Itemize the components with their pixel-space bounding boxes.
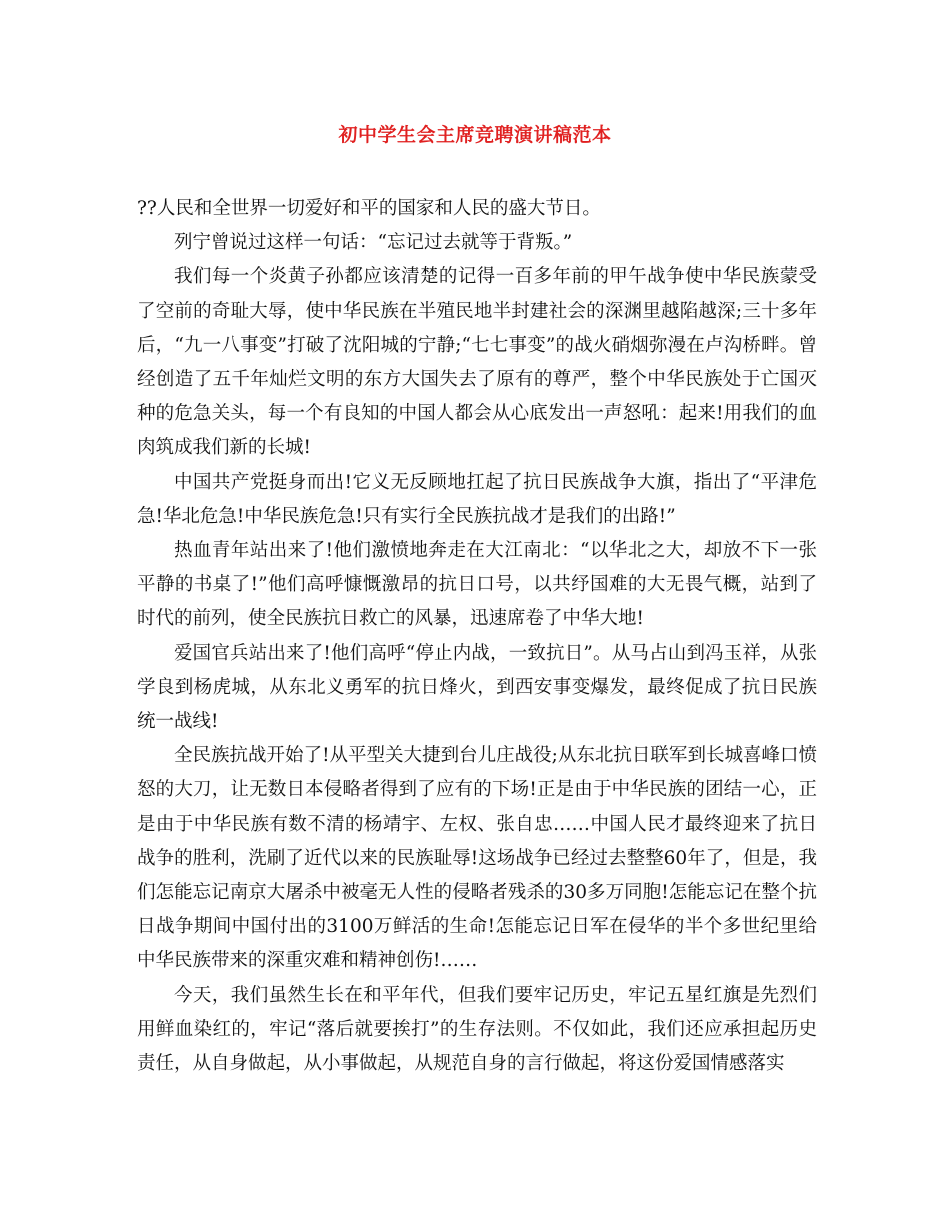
paragraph-1: ??人民和全世界一切爱好和平的国家和人民的盛大节日。 bbox=[137, 198, 601, 219]
paragraph-8: 今天，我们虽然生长在和平年代，但我们要牢记历史，牢记五星红旗是先烈们用鲜血染红的，牢记“落后就要挨打”的生存法则。不仅如此，我们还应承担起历史责任，从自身做起，从小事做起，从规范自身的言行做起，将这份爱国情感落实 bbox=[137, 984, 817, 1075]
document-title: 初中学生会主席竞聘演讲稿范本 bbox=[338, 124, 612, 146]
document-body bbox=[137, 192, 817, 1081]
paragraph-5: 热血青年站出来了!他们激愤地奔走在大江南北：“以华北之大，却放不下一张平静的书桌了!”他们高呼慷慨激昂的抗日口号，以共纾国难的大无畏气概，站到了时代的前列，使全民族抗日救亡的风暴，迅速席卷了中华大地! bbox=[137, 540, 817, 630]
paragraph-3: 我们每一个炎黄子孙都应该清楚的记得一百多年前的甲午战争使中华民族蒙受了空前的奇耻大辱，使中华民族在半殖民地半封建社会的深渊里越陷越深;三十多年后，“九一八事变”打破了沈阳城的宁静;“七七事变”的战火硝烟弥漫在卢沟桥畔。曾经创造了五千年灿烂文明的东方大国失去了原有的尊严，整个中华民族处于亡国灭种的危急关头，每一个有良知的中国人都会从心底发出一声怒吼：起来!用我们的血肉筑成我们新的长城! bbox=[137, 266, 817, 459]
paragraph-4: 中国共产党挺身而出!它义无反顾地扛起了抗日民族战争大旗，指出了“平津危急!华北危急!中华民族危急!只有实行全民族抗战才是我们的出路!” bbox=[137, 471, 817, 527]
paragraph-6: 爱国官兵站出来了!他们高呼“停止内战，一致抗日”。从马占山到冯玉祥，从张学良到杨虎城，从东北义勇军的抗日烽火，到西安事变爆发，最终促成了抗日民族统一战线! bbox=[137, 642, 817, 733]
paragraph-7: 全民族抗战开始了!从平型关大捷到台儿庄战役;从东北抗日联军到长城喜峰口愤怒的大刀，让无数日本侵略者得到了应有的下场!正是由于中华民族的团结一心，正是由于中华民族有数不清的杨靖宇、左权、张自忠……中国人民才最终迎来了抗日战争的胜利，洗刷了近代以来的民族耻辱!这场战争已经过去整整60年了，但是，我们怎能忘记南京大屠杀中被毫无人性的侵略者残杀的30多万同胞!怎能忘记在整个抗日战争期间中国付出的3100万鲜活的生命!怎能忘记日军在侵华的半个多世纪里给中华民族带来的深重灾难和精神创伤!…… bbox=[137, 745, 817, 972]
paragraph-2: 列宁曾说过这样一句话：“忘记过去就等于背叛。” bbox=[174, 232, 573, 254]
